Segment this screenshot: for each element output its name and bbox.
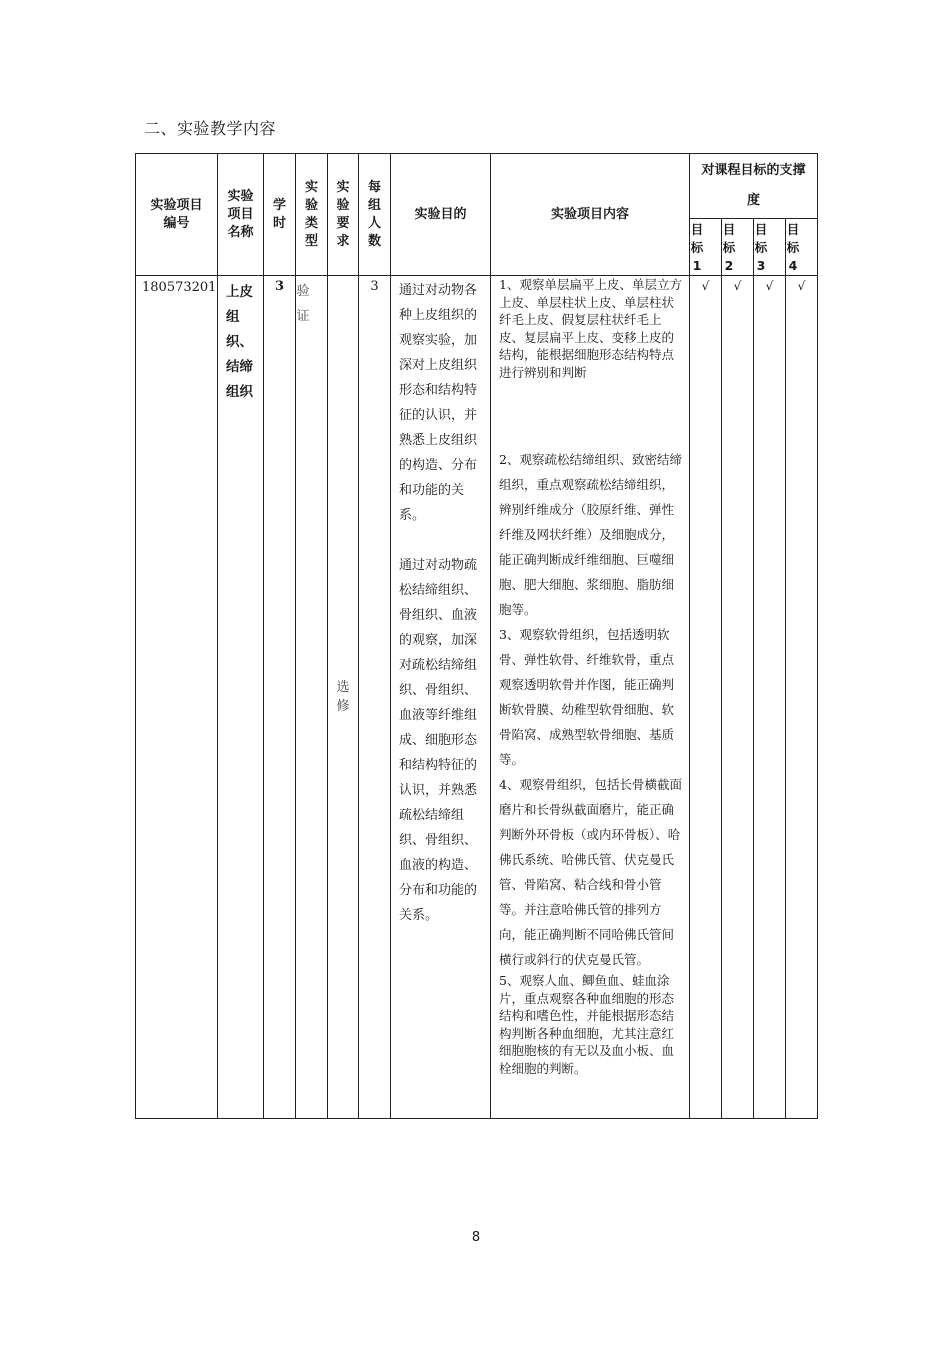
header-project-name: 实验项目名称 [218, 154, 264, 276]
header-support: 对课程目标的支撑度 [690, 154, 818, 219]
header-content: 实验项目内容 [491, 154, 690, 276]
content-item-5: 5、观察人血、鲫鱼血、蛙血涂片，重点观察各种血细胞的形态结构和嗜色性，并能根据形态结构判断各种血细胞，尤其注意红细胞胞核的有无以及血小板、血栓细胞的判断。 [499, 973, 675, 1076]
group-size: 3 [359, 276, 391, 1119]
header-requirement: 实验要求 [328, 154, 359, 276]
header-goal-4: 目标4 [786, 219, 818, 276]
header-goal-1: 目标1 [690, 219, 722, 276]
header-project-code: 实验项目编号 [136, 154, 218, 276]
table-row [136, 276, 818, 1119]
project-code: 180573201 [136, 276, 218, 1119]
project-hours: 3 [264, 276, 296, 1119]
experiment-table [135, 153, 818, 1119]
project-type: 验证 [296, 276, 328, 1119]
purpose-epithelial: 通过对动物各种上皮组织的观察实验，加深对上皮组织形态和结构特征的认识，并熟悉上皮组织的构造、分布和功能的关系。 [399, 283, 478, 523]
content-item-4: 4、观察骨组织，包括长骨横截面磨片和长骨纵截面磨片，能正确判断外环骨板（或内环骨板）、哈佛氏系统、哈佛氏管、伏克曼氏管、骨陷窝、粘合线和骨小管等。并注意哈佛氏管的排列方向，能正确判断不同哈佛氏管间横行或斜行的伏克曼氏管。 [499, 777, 682, 967]
experiment-content [491, 276, 690, 1119]
goal-2-check: √ [722, 276, 754, 1119]
experiment-purpose [391, 276, 491, 1119]
header-goal-3: 目标3 [754, 219, 786, 276]
header-row [136, 154, 818, 219]
content-item-2: 2、观察疏松结缔组织、致密结缔组织，重点观察疏松结缔组织，辨别纤维成分（胶原纤维、弹性纤维及网状纤维）及细胞成分，能正确判断成纤维细胞、巨噬细胞、肥大细胞、浆细胞、脂肪细胞等。 [499, 452, 682, 617]
page-number: 8 [471, 1230, 481, 1245]
goal-1-check: √ [690, 276, 722, 1119]
header-purpose: 实验目的 [391, 154, 491, 276]
project-name: 上皮组织、结缔组织 [218, 276, 264, 1119]
purpose-connective: 通过对动物疏松结缔组织、骨组织、血液的观察，加深对疏松结缔组织、骨组织、血液等纤维组成、细胞形态和结构特征的认识，并熟悉疏松结缔组织、骨组织、血液的构造、分布和功能的关系。 [399, 558, 478, 923]
section-title: 二、实验教学内容 [144, 119, 277, 138]
header-goal-2: 目标2 [722, 219, 754, 276]
content-item-1: 1、观察单层扁平上皮、单层立方上皮、单层柱状上皮、单层柱状纤毛上皮、假复层柱状纤毛上皮、复层扁平上皮、变移上皮的结构，能根据细胞形态结构特点进行辨别和判断 [499, 277, 682, 380]
header-group-size: 每组人数 [359, 154, 391, 276]
content-item-3: 3、观察软骨组织，包括透明软骨、弹性软骨、纤维软骨，重点观察透明软骨并作图，能正确判断软骨膜、幼稚型软骨细胞、软骨陷窝、成熟型软骨细胞、基质等。 [499, 627, 675, 767]
goal-3-check: √ [754, 276, 786, 1119]
header-hours: 学时 [264, 154, 296, 276]
header-type: 实验类型 [296, 154, 328, 276]
goal-4-check: √ [786, 276, 818, 1119]
project-requirement: 选修 [328, 276, 359, 1119]
